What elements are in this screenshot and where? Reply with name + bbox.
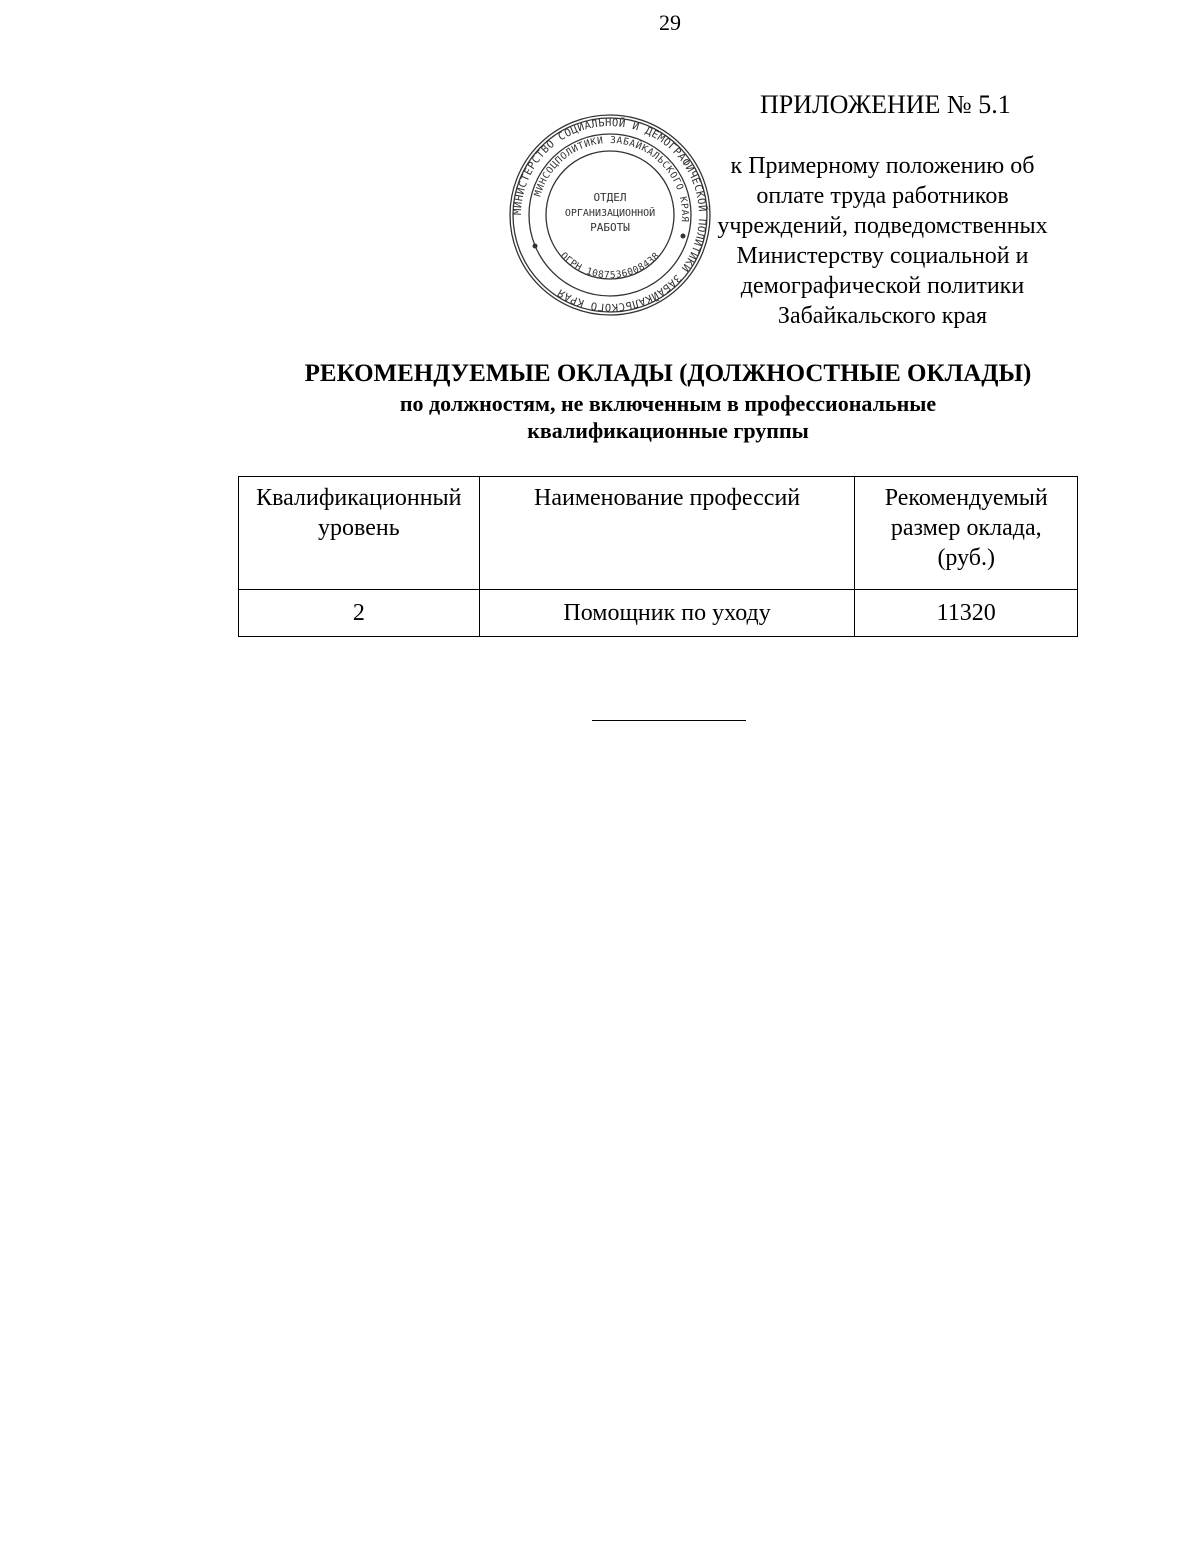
- header-qualification-level: [239, 477, 480, 590]
- stamp-center-line: РАБОТЫ: [590, 221, 630, 234]
- stamp-ogrn-text: ОГРН 1087536008438: [557, 250, 663, 282]
- header-line: размер оклада,: [890, 515, 1042, 541]
- appendix-subtitle-line: демографической политики: [740, 273, 1025, 299]
- header-profession-name: [479, 477, 855, 590]
- appendix-title: ПРИЛОЖЕНИЕ № 5.1: [760, 90, 1011, 119]
- stamp-dot: [681, 234, 686, 239]
- heading-main: РЕКОМЕНДУЕМЫЕ ОКЛАДЫ (ДОЛЖНОСТНЫЕ ОКЛАДЫ): [304, 360, 1032, 387]
- appendix-subtitle-line: учреждений, подведомственных: [717, 213, 1048, 239]
- header-line: Рекомендуемый: [884, 485, 1048, 511]
- stamp-dot: [533, 244, 538, 249]
- appendix-subtitle-line: к Примерному положению об: [730, 153, 1035, 179]
- cell-salary: 11320: [855, 590, 1078, 637]
- header-line: уровень: [318, 515, 400, 541]
- appendix-subtitle-line: оплате труда работников: [756, 183, 1009, 209]
- stamp-center-line: ОТДЕЛ: [593, 191, 627, 204]
- end-rule: [592, 720, 746, 721]
- table-row: [239, 590, 1078, 637]
- document-heading: [240, 358, 1096, 444]
- heading-sub-line: по должностям, не включенным в профессиональные: [399, 391, 937, 416]
- cell-level: 2: [239, 590, 480, 637]
- table-header-row: [239, 477, 1078, 590]
- heading-sub-line: квалификационные группы: [527, 418, 809, 443]
- salary-table: [238, 476, 1078, 637]
- svg-text:ОГРН 1087536008438: [558, 250, 662, 281]
- stamp-outer-ring-text: МИНИСТЕРСТВО СОЦИАЛЬНОЙ И ДЕМОГРАФИЧЕСКОЙ ПОЛИТИКИ ЗАБАЙКАЛЬСКОГО КРАЯ: [511, 116, 709, 314]
- header-line: (руб.): [937, 545, 995, 571]
- header-recommended-salary: [855, 477, 1078, 590]
- header-line: Наименование профессий: [533, 485, 801, 511]
- header-line: Квалификационный: [256, 485, 462, 511]
- stamp-inner-ring-text: МИНСОЦПОЛИТИКИ ЗАБАЙКАЛЬСКОГО КРАЯ: [532, 134, 691, 223]
- appendix-subtitle: [700, 151, 1065, 331]
- stamp-center-line: ОРГАНИЗАЦИОННОЙ: [564, 208, 656, 219]
- page-number: 29: [659, 10, 681, 35]
- appendix-subtitle-line: Забайкальского края: [777, 303, 988, 329]
- cell-profession: Помощник по уходу: [479, 590, 855, 637]
- appendix-subtitle-line: Министерству социальной и: [736, 243, 1029, 269]
- official-stamp: [505, 110, 715, 320]
